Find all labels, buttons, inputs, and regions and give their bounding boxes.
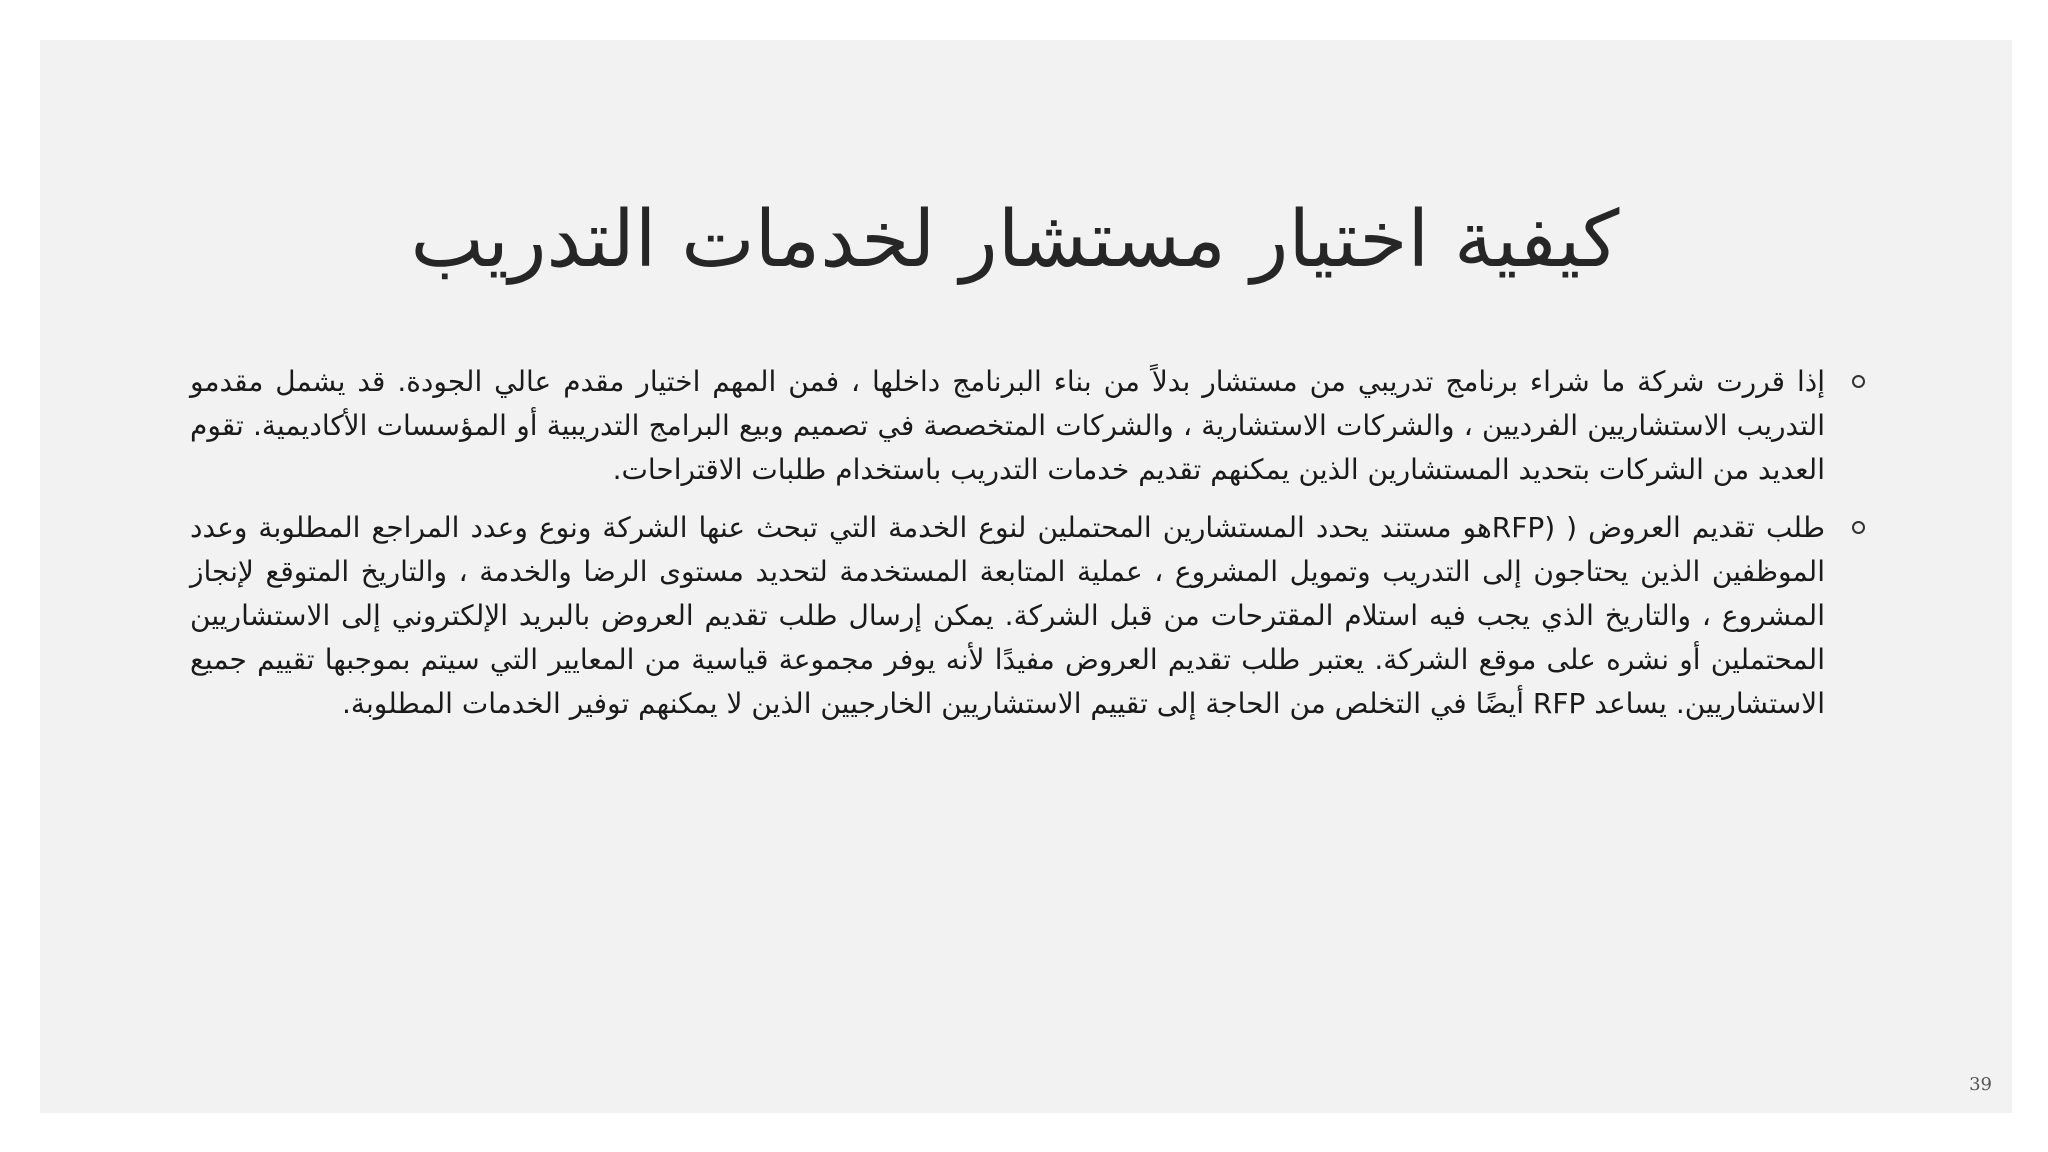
bullet-item	[190, 360, 1865, 492]
bullet-text: طلب تقديم العروض ( (RFPهو مستند يحدد المستشارين المحتملين لنوع الخدمة التي تبحث عنها الشركة ونوع وعدد المراجع المطلوبة وعدد الموظفين الذين يحتاجون إلى التدريب وتمويل المشروع ، عملية المتابعة المستخدمة لتحديد مستوى الرضا والخدمة ، والتاريخ المتوقع لإنجاز المشروع ، والتاريخ الذي يجب فيه استلام المقترحات من قبل الشركة. يمكن إرسال طلب تقديم العروض بالبريد الإلكتروني إلى الاستشاريين المحتملين أو نشره على موقع الشركة. يعتبر طلب تقديم العروض مفيدًا لأنه يوفر مجموعة قياسية من المعايير التي سيتم بموجبها تقييم جميع الاستشاريين. يساعد RFP أيضًا في التخلص من الحاجة إلى تقييم الاستشاريين الخارجيين الذين لا يمكنهم توفير الخدمات المطلوبة.	[190, 511, 1825, 720]
bullet-item	[190, 506, 1865, 726]
bullet-text: إذا قررت شركة ما شراء برنامج تدريبي من مستشار بدلاً من بناء البرنامج داخلها ، فمن المهم اختيار مقدم عالي الجودة. قد يشمل مقدمو التدريب الاستشاريين الفرديين ، والشركات الاستشارية ، والشركات المتخصصة في تصميم وبيع البرامج التدريبية أو المؤسسات الأكاديمية. تقوم العديد من الشركات بتحديد المستشارين الذين يمكنهم تقديم خدمات التدريب باستخدام طلبات الاقتراحات.	[190, 365, 1825, 486]
slide	[40, 40, 2012, 1113]
bullet-marker	[1852, 521, 1865, 534]
bullet-marker	[1852, 375, 1865, 388]
bullet-list	[190, 360, 1865, 740]
slide-title: كيفية اختيار مستشار لخدمات التدريب	[410, 195, 1620, 285]
page-number: 39	[1969, 1074, 1992, 1095]
